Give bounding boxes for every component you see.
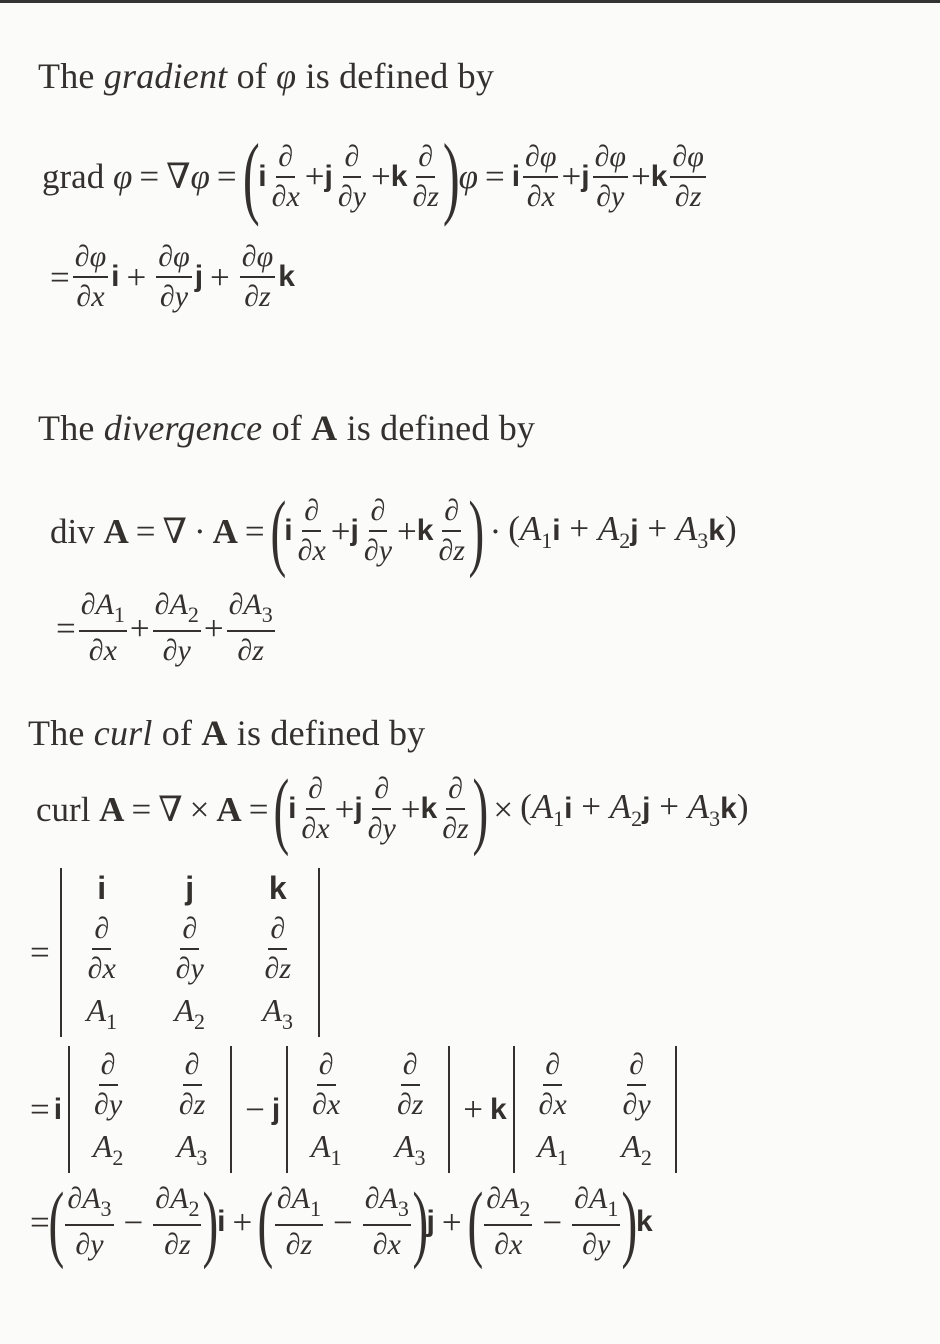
minus: −	[542, 1202, 563, 1242]
symbol-phi: φ	[112, 157, 133, 197]
div-label: div	[50, 511, 95, 551]
partial-z: $\frac{\partial}{\partial z}$	[438, 494, 465, 567]
partial-y: $\frac{\partial}{\partial y}$	[175, 912, 204, 985]
equals: =	[50, 257, 70, 297]
partial-z: $\frac{\partial}{\partial z}$	[396, 1048, 424, 1121]
dA2-dx: $\frac{\partial A_2}{\partial x}$	[486, 1182, 531, 1261]
dA2-dz: $\frac{\partial A_2}{\partial z}$	[155, 1182, 200, 1261]
left-paren: (	[273, 760, 290, 857]
unit-k: k	[420, 792, 438, 825]
component-A1: $A_1$	[537, 1128, 568, 1170]
plus: +	[334, 789, 355, 829]
dphi-dx: $\frac{\partial\varphi}{\partial x}$	[74, 240, 107, 313]
determinant-3x3	[60, 868, 320, 1037]
plus: +	[400, 789, 421, 829]
plus: +	[304, 157, 325, 197]
vector-components: $(A_1i + A_2j + A_3k)$	[520, 786, 749, 831]
unit-i: i	[511, 159, 521, 193]
vector-A: A	[99, 789, 125, 829]
partial-x: $\frac{\partial}{\partial x}$	[297, 494, 326, 567]
unit-j: j	[581, 159, 590, 193]
word: The	[38, 56, 95, 96]
partial-x: $\frac{\partial}{\partial x}$	[87, 912, 116, 985]
nabla-phi: ∇φ	[166, 157, 210, 197]
equals: =	[216, 157, 237, 197]
component-A3: $A_3$	[176, 1128, 208, 1170]
symbol-phi: φ	[458, 157, 478, 197]
left-paren: (	[48, 1173, 64, 1270]
equals: =	[484, 157, 505, 197]
unit-j: j	[194, 260, 204, 293]
gradient-intro	[38, 58, 494, 94]
dA1-dy: $\frac{\partial A_1}{\partial y}$	[574, 1182, 619, 1261]
gradient-eq-2	[50, 242, 295, 312]
vector-A: A	[216, 789, 242, 829]
nabla: ∇	[158, 789, 183, 829]
partial-y: $\frac{\partial}{\partial y}$	[367, 772, 396, 845]
component-A1: $A_1$	[310, 1128, 342, 1170]
partial-y: $\frac{\partial}{\partial y}$	[94, 1048, 123, 1121]
plus: +	[210, 257, 230, 297]
curl-eq-1	[36, 760, 749, 857]
dA1-dx: $\frac{\partial A_1}{\partial x}$	[80, 588, 125, 667]
word: The	[28, 713, 85, 753]
word: is defined by	[305, 56, 495, 96]
minor-k	[513, 1046, 677, 1173]
word: The	[38, 408, 95, 448]
plus: +	[630, 157, 651, 197]
unit-i: i	[111, 260, 120, 293]
dphi-dz: $\frac{\partial\varphi}{\partial z}$	[241, 240, 274, 313]
dphi-dy: $\frac{\partial\varphi}{\partial y}$	[158, 240, 190, 313]
plus: +	[129, 608, 150, 648]
left-paren: (	[257, 1173, 274, 1270]
plus: +	[330, 511, 351, 551]
dA3-dx: $\frac{\partial A_3}{\partial x}$	[364, 1182, 409, 1261]
partial-x: $\frac{\partial}{\partial x}$	[538, 1048, 567, 1121]
unit-j: j	[324, 159, 333, 193]
equals: =	[139, 157, 160, 197]
curl-expansion	[30, 1046, 683, 1173]
partial-x: $\frac{\partial}{\partial x}$	[312, 1048, 341, 1121]
nabla: ∇	[162, 511, 187, 551]
equals: =	[248, 789, 269, 829]
vector-A: A	[103, 511, 129, 551]
word: of	[236, 56, 267, 96]
dA3-dz: $\frac{\partial A_3}{\partial z}$	[228, 588, 273, 667]
plus: +	[561, 157, 582, 197]
dphi-dx: $\frac{\partial\varphi}{\partial x}$	[525, 139, 557, 213]
vector-A: A	[201, 713, 228, 753]
unit-i: i	[217, 1205, 226, 1238]
component-A1: $A_1$	[86, 992, 118, 1034]
partial-z: $\frac{\partial}{\partial z}$	[412, 139, 439, 213]
term-divergence: divergence	[103, 408, 263, 448]
unit-k: k	[416, 514, 434, 547]
cross-operator: ×	[493, 789, 514, 829]
left-paren: (	[467, 1173, 483, 1270]
partial-z: $\frac{\partial}{\partial z}$	[178, 1048, 206, 1121]
equals: =	[56, 608, 76, 648]
dot-operator: ·	[193, 511, 206, 551]
unit-i: i	[284, 514, 293, 547]
divergence-eq-2	[56, 590, 278, 666]
vector-A: A	[212, 511, 238, 551]
unit-j: j	[350, 514, 359, 547]
equals: =	[131, 789, 152, 829]
unit-j: j	[271, 1092, 281, 1126]
divergence-eq-1	[50, 482, 737, 579]
dphi-dy: $\frac{\partial\varphi}{\partial y}$	[594, 139, 626, 213]
right-paren: )	[442, 125, 460, 227]
partial-z: $\frac{\partial}{\partial z}$	[264, 912, 291, 985]
component-A3: $A_3$	[262, 992, 294, 1034]
unit-k: k	[268, 870, 287, 906]
unit-k: k	[278, 260, 295, 293]
vector-components: $(A_1i + A_2j + A_3k)$	[508, 508, 737, 553]
plus: +	[232, 1202, 253, 1242]
unit-i: i	[53, 1092, 63, 1126]
term-curl: curl	[93, 713, 153, 753]
left-paren: (	[242, 125, 260, 227]
equals: =	[30, 933, 50, 972]
plus: +	[463, 1090, 483, 1129]
dA1-dz: $\frac{\partial A_1}{\partial z}$	[276, 1182, 321, 1261]
word: of	[271, 408, 302, 448]
term-gradient: gradient	[103, 56, 228, 96]
unit-k: k	[489, 1092, 507, 1126]
component-A2: $A_2$	[92, 1128, 124, 1170]
cross-operator: ×	[189, 789, 210, 829]
partial-x: $\frac{\partial}{\partial x}$	[301, 772, 330, 845]
top-rule	[0, 0, 940, 3]
equals: =	[30, 1202, 50, 1242]
partial-x: $\frac{\partial}{\partial x}$	[271, 139, 300, 213]
left-paren: (	[270, 482, 286, 579]
equals: =	[244, 511, 265, 551]
dA3-dy: $\frac{\partial A_3}{\partial y}$	[67, 1182, 112, 1261]
dphi-dz: $\frac{\partial\varphi}{\partial z}$	[672, 139, 704, 213]
partial-y: $\frac{\partial}{\partial y}$	[363, 494, 393, 567]
grad-label: grad	[42, 157, 105, 197]
plus: +	[441, 1202, 462, 1242]
right-paren: )	[412, 1173, 429, 1270]
minor-i	[68, 1046, 232, 1173]
partial-z: $\frac{\partial}{\partial z}$	[442, 772, 469, 845]
curl-intro	[28, 715, 425, 751]
right-paren: )	[472, 760, 488, 857]
partial-y: $\frac{\partial}{\partial y}$	[337, 139, 366, 213]
curl-determinant	[30, 868, 326, 1037]
right-paren: )	[621, 1173, 638, 1270]
unit-i: i	[288, 792, 297, 825]
plus: +	[126, 257, 147, 297]
curl-label: curl	[36, 789, 91, 829]
minus: −	[245, 1090, 265, 1129]
equals: =	[135, 511, 156, 551]
plus: +	[371, 157, 391, 197]
plus: +	[203, 608, 224, 648]
component-A2: $A_2$	[174, 992, 206, 1034]
unit-j: j	[185, 870, 195, 906]
right-paren: )	[468, 482, 485, 579]
word: is defined by	[236, 713, 426, 753]
dot-operator: ·	[489, 511, 502, 551]
minus: −	[332, 1202, 353, 1242]
unit-k: k	[650, 159, 668, 193]
right-paren: )	[202, 1173, 219, 1270]
unit-k: k	[390, 159, 408, 193]
unit-i: i	[258, 159, 267, 193]
unit-i: i	[97, 870, 107, 906]
component-A3: $A_3$	[394, 1128, 426, 1170]
word: is defined by	[346, 408, 536, 448]
word: of	[161, 713, 193, 753]
component-A2: $A_2$	[621, 1128, 652, 1170]
curl-result	[30, 1173, 653, 1270]
vector-A: A	[311, 408, 338, 448]
minor-j	[286, 1046, 450, 1173]
partial-y: $\frac{\partial}{\partial y}$	[622, 1048, 651, 1121]
divergence-intro	[38, 410, 535, 446]
dA2-dy: $\frac{\partial A_2}{\partial y}$	[154, 588, 199, 667]
unit-j: j	[426, 1205, 435, 1238]
unit-j: j	[354, 792, 363, 825]
minus: −	[123, 1202, 144, 1242]
unit-k: k	[635, 1205, 653, 1238]
plus: +	[397, 511, 417, 551]
gradient-eq-1	[42, 125, 709, 227]
symbol-phi: φ	[276, 56, 297, 96]
equals: =	[30, 1090, 50, 1129]
